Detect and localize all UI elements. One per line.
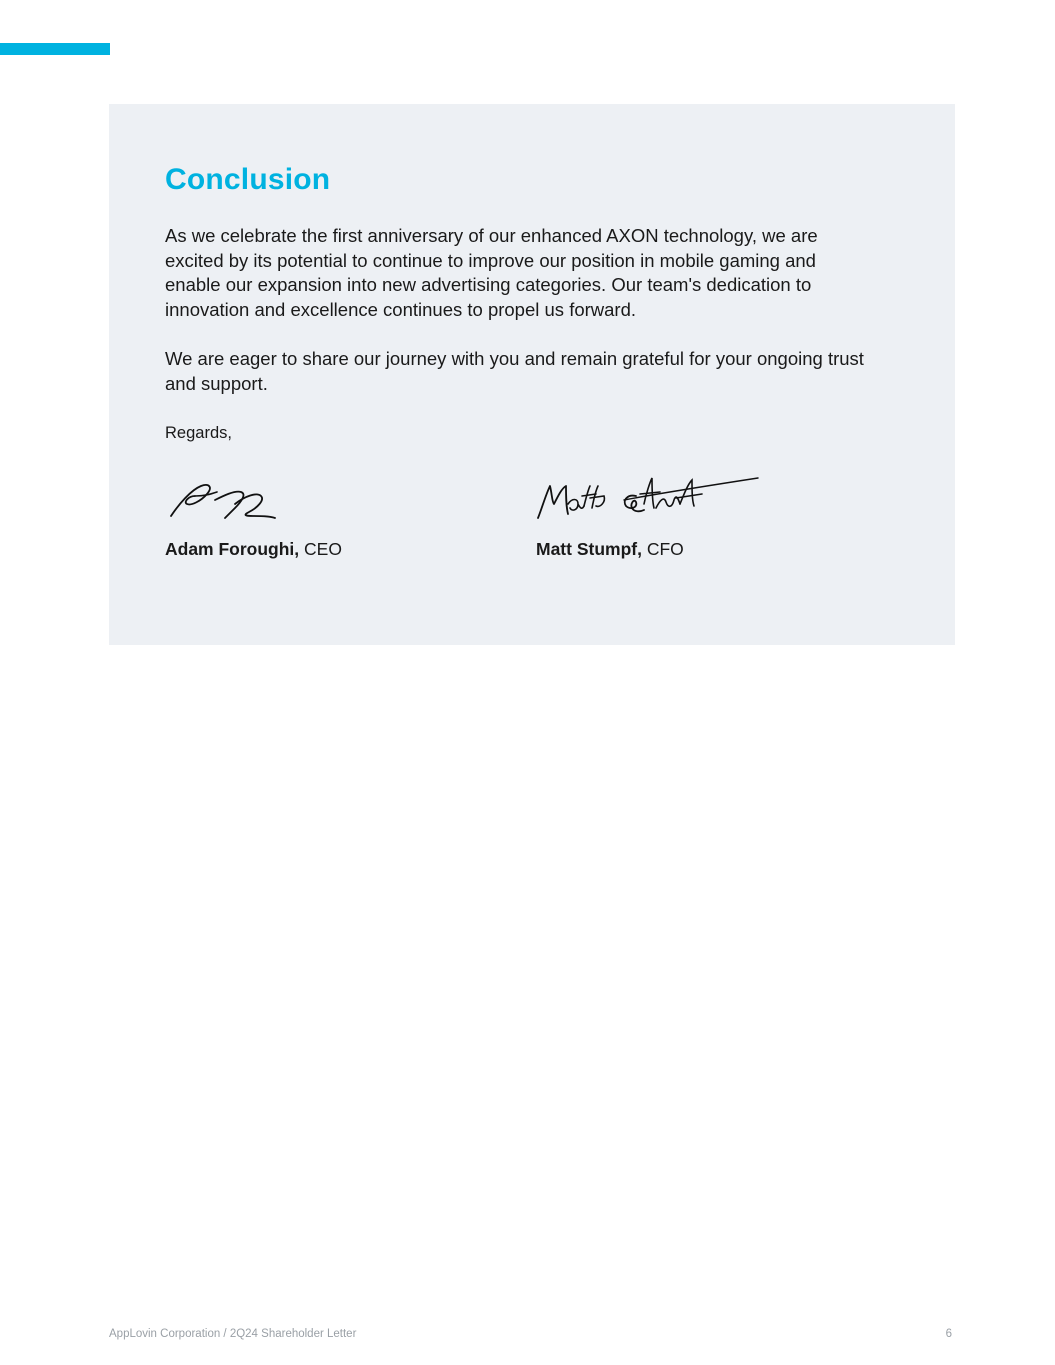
accent-bar	[0, 43, 110, 55]
paragraph-2: We are eager to share our journey with you and remain grateful for your ongoing trust and support.	[165, 347, 864, 394]
signature-block	[165, 474, 905, 564]
signer-ceo-name: Adam Foroughi,	[165, 539, 300, 559]
ceo-signature	[165, 474, 285, 524]
signer-cfo-name: Matt Stumpf,	[536, 539, 642, 559]
signer-cfo-caption	[536, 538, 684, 560]
signer-cfo	[536, 474, 836, 564]
footer-page-number: 6	[945, 1328, 952, 1340]
closing-text: Regards,	[165, 424, 232, 443]
paragraph-1: As we celebrate the first anniversary of our enhanced AXON technology, we are excited by its potential to continue to improve our position in mobile gaming and enable our expansion into new advertising categories. Our team's dedication to innovation and excellence continues to propel us forward.	[165, 225, 818, 320]
signer-ceo-title: CEO	[304, 539, 342, 559]
signer-cfo-title: CFO	[646, 539, 684, 559]
conclusion-panel	[109, 104, 955, 645]
section-heading: Conclusion	[165, 163, 331, 196]
signer-ceo-caption	[165, 538, 342, 560]
footer-publication: AppLovin Corporation / 2Q24 Shareholder Letter	[109, 1328, 357, 1340]
cfo-signature	[536, 474, 766, 524]
signer-ceo	[165, 474, 465, 564]
